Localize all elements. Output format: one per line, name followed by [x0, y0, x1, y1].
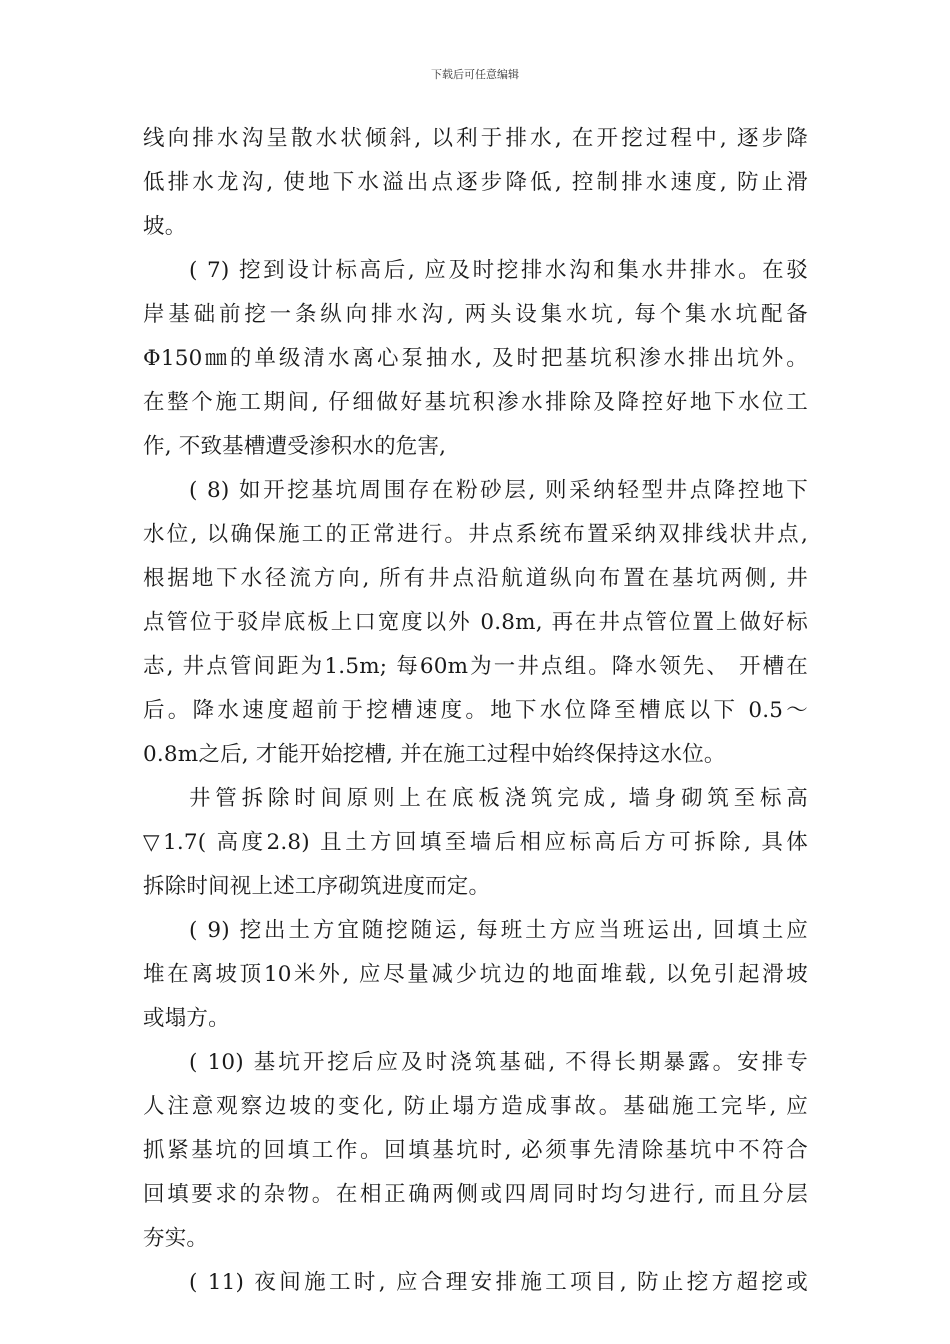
text-line: 水位, 以确保施工的正常进行。井点系统布置采纳双排线状井点,	[143, 522, 808, 547]
text-line: ( 9) 挖出土方宜随挖随运, 每班土方应当班运出, 回填土应	[189, 918, 808, 943]
page-header: 下载后可任意编辑	[431, 68, 519, 81]
text-line: 拆除时间视上述工序砌筑进度而定。	[143, 874, 491, 899]
text-line: 后。降水速度超前于挖槽速度。地下水位降至槽底以下 0.5～	[143, 698, 808, 723]
text-line: ( 7) 挖到设计标高后, 应及时挖排水沟和集水井排水。在驳	[189, 258, 808, 283]
text-line: 坡。	[143, 214, 187, 239]
text-line: 抓紧基坑的回填工作。回填基坑时, 必须事先清除基坑中不符合	[143, 1138, 808, 1163]
text-line: ( 11) 夜间施工时, 应合理安排施工项目, 防止挖方超挖或	[189, 1270, 808, 1295]
text-line: 井管拆除时间原则上在底板浇筑完成, 墙身砌筑至标高	[189, 786, 808, 811]
text-line: 堆在离坡顶10米外, 应尽量减少坑边的地面堆载, 以免引起滑坡	[143, 962, 808, 987]
text-line: 作, 不致基槽遭受渗积水的危害,	[143, 434, 447, 459]
text-line: ▽1.7( 高度2.8) 且土方回填至墙后相应标高后方可拆除, 具体	[143, 830, 808, 855]
text-line: Φ150㎜的单级清水离心泵抽水, 及时把基坑积渗水排出坑外。	[143, 346, 808, 371]
text-line: 或塌方。	[143, 1006, 230, 1031]
text-line: 点管位于驳岸底板上口宽度以外 0.8m, 再在井点管位置上做好标	[143, 610, 808, 635]
text-line: 志, 井点管间距为1.5m; 每60m为一井点组。降水领先、 开槽在	[143, 654, 808, 679]
text-line: 人注意观察边坡的变化, 防止塌方造成事故。基础施工完毕, 应	[143, 1094, 808, 1119]
text-line: 低排水龙沟, 使地下水溢出点逐步降低, 控制排水速度, 防止滑	[143, 170, 808, 195]
text-line: 根据地下水径流方向, 所有井点沿航道纵向布置在基坑两侧, 井	[143, 566, 808, 591]
text-line: 在整个施工期间, 仔细做好基坑积渗水排除及降控好地下水位工	[143, 390, 808, 415]
text-line: 岸基础前挖一条纵向排水沟, 两头设集水坑, 每个集水坑配备	[143, 302, 808, 327]
text-line: 0.8m之后, 才能开始挖槽, 并在施工过程中始终保持这水位。	[143, 742, 726, 767]
text-line: 回填要求的杂物。在相正确两侧或四周同时均匀进行, 而且分层	[143, 1182, 808, 1207]
text-line: 线向排水沟呈散水状倾斜, 以利于排水, 在开挖过程中, 逐步降	[143, 126, 808, 151]
text-line: ( 10) 基坑开挖后应及时浇筑基础, 不得长期暴露。安排专	[189, 1050, 808, 1075]
text-line: ( 8) 如开挖基坑周围存在粉砂层, 则采纳轻型井点降控地下	[189, 478, 808, 503]
text-line: 夯实。	[143, 1226, 209, 1251]
body-text	[143, 117, 808, 1305]
